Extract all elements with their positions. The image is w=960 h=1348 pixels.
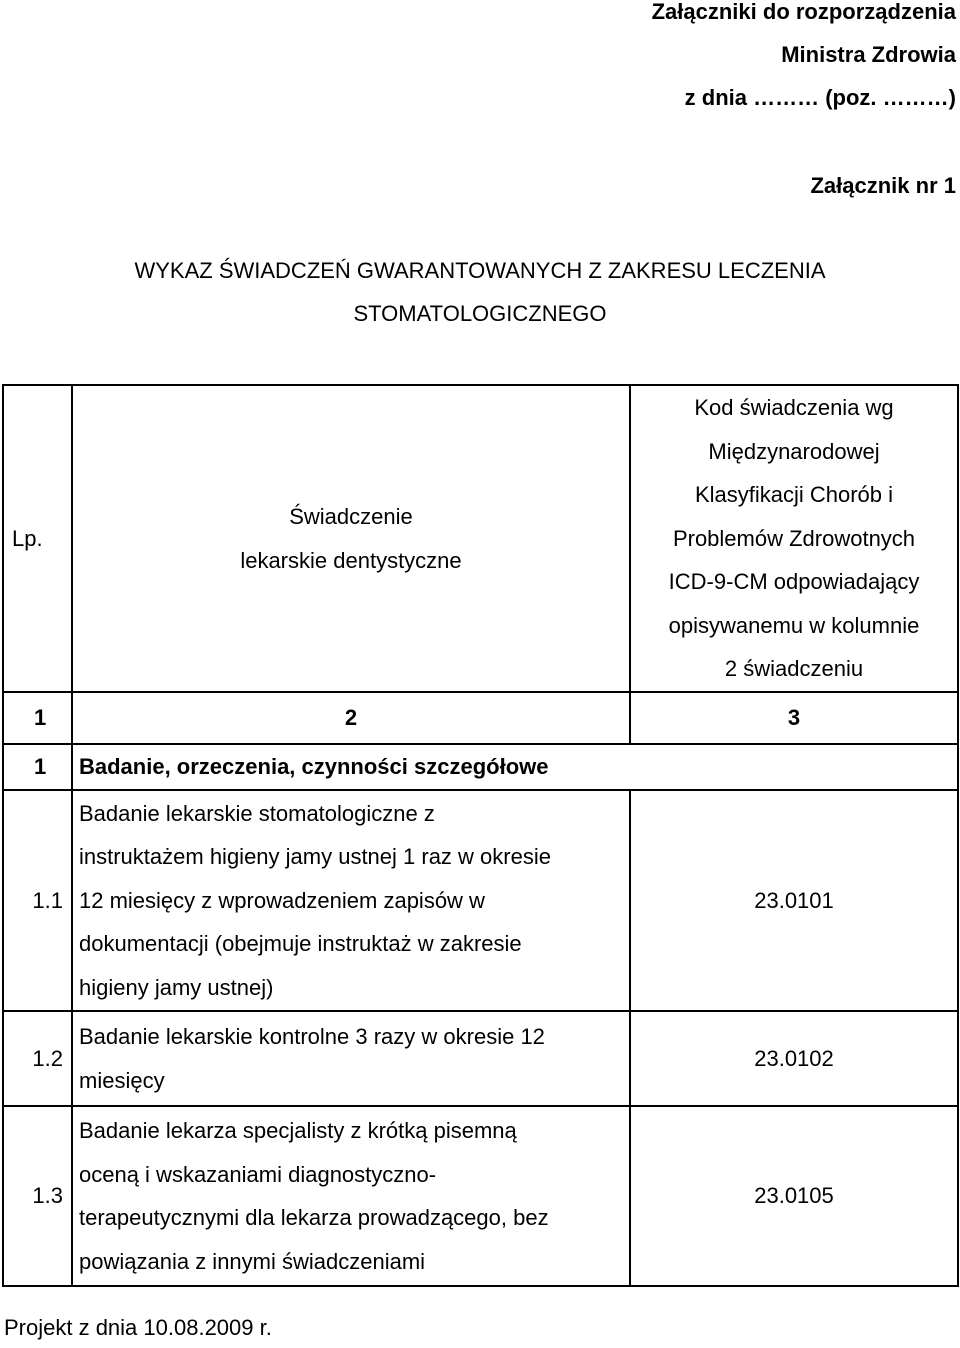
- row-description-line: 12 miesięcy z wprowadzeniem zapisów w: [79, 887, 485, 913]
- row-description: [72, 790, 630, 1011]
- header-code: [630, 385, 958, 692]
- row-description-line: instruktażem higieny jamy ustnej 1 raz w okresie: [79, 844, 551, 870]
- row-description-line: oceną i wskazaniami diagnostyczno-: [79, 1161, 437, 1187]
- table-row: [3, 1106, 958, 1286]
- header-service: [72, 385, 630, 692]
- row-lp: 1.1: [3, 790, 72, 1011]
- row-description-line: Badanie lekarskie kontrolne 3 razy w okresie 12: [79, 1024, 545, 1049]
- section-row: [3, 744, 958, 790]
- column-number-3: 3: [630, 692, 958, 744]
- row-code: 23.0102: [630, 1011, 958, 1106]
- footer-draft-date: Projekt z dnia 10.08.2009 r.: [4, 1315, 272, 1340]
- row-description-line: higieny jamy ustnej): [79, 974, 274, 1000]
- header-line-1: Załączniki do rozporządzenia: [651, 0, 956, 24]
- row-code: 23.0101: [630, 790, 958, 1011]
- annex-label: Załącznik nr 1: [810, 173, 956, 198]
- services-table: [2, 384, 959, 1287]
- column-numbers-row: [3, 692, 958, 744]
- column-number-1: 1: [3, 692, 72, 744]
- row-description-line: Badanie lekarza specjalisty z krótką pisemną: [79, 1118, 517, 1143]
- header-line-2: Ministra Zdrowia: [781, 42, 956, 67]
- header-code-line: Klasyfikacji Chorób i: [694, 482, 894, 508]
- header-code-line: opisywanemu w kolumnie: [668, 612, 920, 638]
- document-title-line-2: STOMATOLOGICZNEGO: [353, 301, 607, 326]
- row-description-line: miesięcy: [79, 1067, 165, 1093]
- header-code-line: ICD-9-CM odpowiadający: [668, 569, 920, 595]
- header-line-3: z dnia ……… (poz. ………): [684, 85, 956, 110]
- section-number: 1: [3, 744, 72, 790]
- header-code-line: Międzynarodowej: [708, 438, 880, 464]
- row-description-line: dokumentacji (obejmuje instruktaż w zakresie: [79, 931, 522, 957]
- header-code-line: Kod świadczenia wg: [694, 395, 894, 421]
- document-title-line-1: WYKAZ ŚWIADCZEŃ GWARANTOWANYCH Z ZAKRESU LECZENIA: [134, 258, 826, 283]
- row-description: [72, 1106, 630, 1286]
- section-label: Badanie, orzeczenia, czynności szczegółowe: [72, 744, 958, 790]
- row-code: 23.0105: [630, 1106, 958, 1286]
- row-description-line: Badanie lekarskie stomatologiczne z: [79, 800, 435, 826]
- table-header-row: [3, 385, 958, 692]
- table-row: [3, 790, 958, 1011]
- row-lp: 1.3: [3, 1106, 72, 1286]
- header-code-line: 2 świadczeniu: [724, 656, 864, 682]
- header-service-line-1: Świadczenie: [289, 504, 413, 529]
- row-description-line: terapeutycznymi dla lekarza prowadzącego, bez: [79, 1205, 549, 1230]
- row-description: [72, 1011, 630, 1106]
- header-code-line: Problemów Zdrowotnych: [672, 525, 916, 551]
- row-lp: 1.2: [3, 1011, 72, 1106]
- row-description-line: powiązania z innymi świadczeniami: [79, 1248, 426, 1274]
- column-number-2: 2: [72, 692, 630, 744]
- header-lp: Lp.: [3, 385, 72, 692]
- header-service-line-2: lekarskie dentystyczne: [240, 547, 462, 573]
- table-row: [3, 1011, 958, 1106]
